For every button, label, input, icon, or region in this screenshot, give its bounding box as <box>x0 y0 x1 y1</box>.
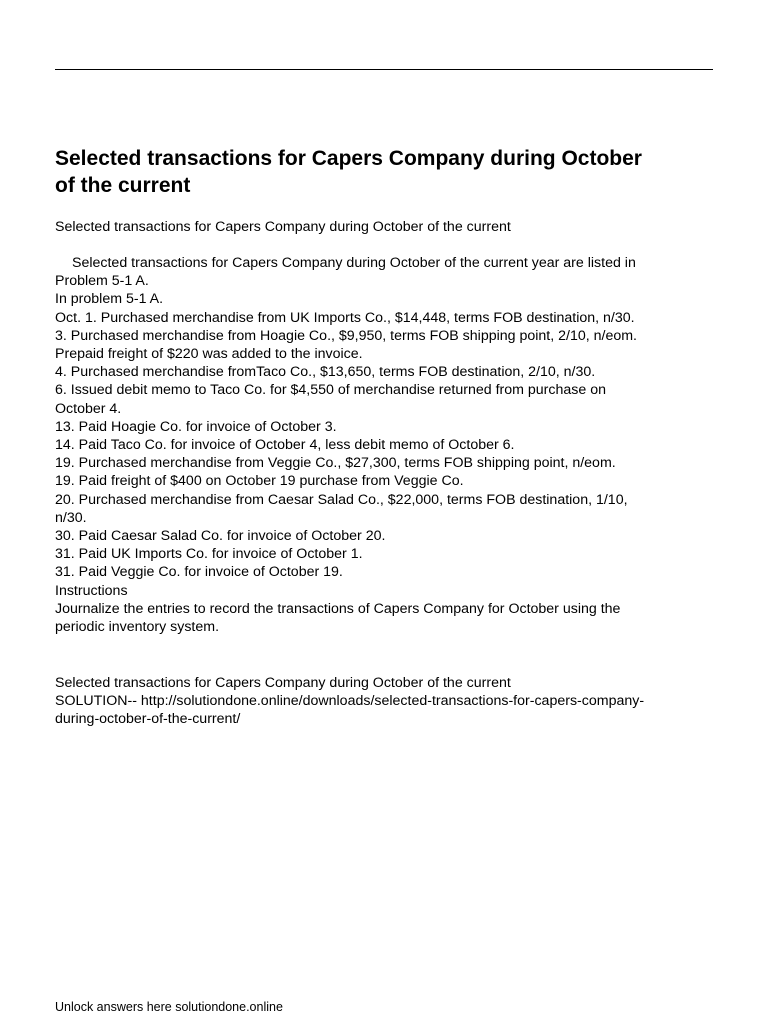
body-line: 31. Paid Veggie Co. for invoice of October 19. <box>55 564 343 581</box>
body-line: In problem 5-1 A. <box>55 291 164 308</box>
body-line: 14. Paid Taco Co. for invoice of October 4, less debit memo of October 6. <box>55 437 515 454</box>
body-line: 31. Paid UK Imports Co. for invoice of October 1. <box>55 546 363 563</box>
header-rule <box>55 69 713 70</box>
body-line: 19. Paid freight of $400 on October 19 purchase from Veggie Co. <box>55 473 464 490</box>
page-title <box>55 145 720 199</box>
body-line: n/30. <box>55 509 87 526</box>
body-line: 4. Purchased merchandise fromTaco Co., $13,650, terms FOB destination, 2/10, n/30. <box>55 364 596 381</box>
subtitle: Selected transactions for Capers Company during October of the current <box>55 219 511 235</box>
body-line: Oct. 1. Purchased merchandise from UK Imports Co., $14,448, terms FOB destination, n/30. <box>55 309 635 326</box>
body-line: 6. Issued debit memo to Taco Co. for $4,550 of merchandise returned from purchase on <box>55 382 606 399</box>
body-line: periodic inventory system. <box>55 619 220 636</box>
body-line: Prepaid freight of $220 was added to the invoice. <box>55 346 363 363</box>
solution-line: Selected transactions for Capers Company during October of the current <box>55 675 511 691</box>
body-line: 20. Purchased merchandise from Caesar Salad Co., $22,000, terms FOB destination, 1/10, <box>55 491 628 508</box>
body-line: 3. Purchased merchandise from Hoagie Co., $9,950, terms FOB shipping point, 2/10, n/eom. <box>55 327 637 344</box>
solution-link[interactable]: SOLUTION-- http://solutiondone.online/downloads/selected-transactions-for-capers-company- <box>55 693 645 710</box>
body-line: 30. Paid Caesar Salad Co. for invoice of October 20. <box>55 528 386 545</box>
title-line: of the current <box>55 174 191 197</box>
solution-section <box>55 674 715 729</box>
body-line: 19. Purchased merchandise from Veggie Co., $27,300, terms FOB shipping point, n/eom. <box>55 455 616 472</box>
body-line: Problem 5-1 A. <box>55 273 149 290</box>
body-line: Selected transactions for Capers Company during October of the current year are listed in <box>72 255 636 271</box>
problem-text <box>55 254 715 636</box>
title-line: Selected transactions for Capers Company during October <box>55 147 642 170</box>
body-line: October 4. <box>55 400 122 417</box>
body-line: Journalize the entries to record the transactions of Capers Company for October using the <box>55 600 621 617</box>
footer-text: Unlock answers here solutiondone.online <box>55 1000 283 1014</box>
body-line: 13. Paid Hoagie Co. for invoice of October 3. <box>55 418 337 435</box>
solution-link[interactable]: during-october-of-the-current/ <box>55 711 241 728</box>
body-line: Instructions <box>55 582 128 599</box>
